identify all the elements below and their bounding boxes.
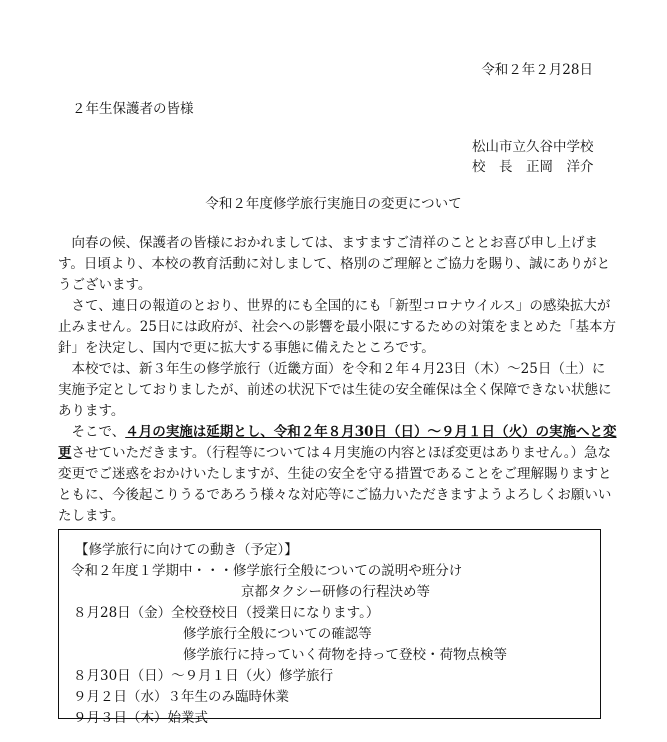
paragraph-change: [58, 422, 618, 527]
addressee: ２年生保護者の皆様: [72, 101, 194, 117]
schedule-item: 令和２年度１学期中・・・修学旅行全般についての説明や班分け: [71, 563, 463, 579]
school-name: 松山市立久谷中学校: [472, 139, 594, 155]
schedule-item: ９月３日（木）始業式: [73, 710, 208, 726]
letter-body: [58, 233, 618, 527]
schedule-item: ８月30日（日）～９月１日（火）修学旅行: [73, 668, 334, 684]
change-detail: させていただきます。（行程等については４月実施の内容とほぼ変更はありません。）急な変更でご迷惑をおかけいたしますが、生徒の安全を守る措置であることをご理解賜りますとともに、今後起こりうるであろう様々な対応等にご協力いただきますようよろしくお願いいたします。: [58, 445, 612, 524]
document-date: 令和２年２月28日: [481, 62, 593, 78]
document-title: 令和２年度修学旅行実施日の変更について: [205, 196, 462, 212]
schedule-box: [58, 529, 601, 726]
schedule-item: 京都タクシー研修の行程決め等: [241, 584, 430, 600]
change-highlight: ４月の実施は延期とし、令和２年８月30日（日）～９月１日（火）の実施へと変更: [58, 424, 617, 461]
paragraph-greeting: 向春の候、保護者の皆様におかれましては、ますますご清祥のこととお喜び申し上げます。日頃より、本校の教育活動に対しまして、格別のご理解とご協力を賜り、誠にありがとうございます。: [58, 235, 611, 293]
schedule-item: 修学旅行全般についての確認等: [183, 626, 372, 642]
schedule-item: ９月２日（水）３年生のみ臨時休業: [73, 689, 289, 705]
schedule-item: 修学旅行に持っていく荷物を持って登校・荷物点検等: [183, 647, 507, 663]
schedule-heading: 【修学旅行に向けての動き（予定）】: [75, 542, 298, 558]
sender-block: [472, 137, 594, 177]
change-intro: そこで、: [58, 424, 126, 440]
paragraph-original-plan: 本校では、新３年生の修学旅行（近畿方面）を令和２年４月23日（木）～25日（土）に実施予定としておりましたが、前述の状況下では生徒の安全確保は全く保障できない状態にあります。: [58, 361, 612, 419]
principal-name: 校 長 正岡 洋介: [472, 159, 594, 175]
schedule-item: ８月28日（金）全校登校日（授業日になります。）: [73, 605, 380, 621]
paragraph-covid: さて、連日の報道のとおり、世界的にも全国的にも「新型コロナウイルス」の感染拡大が止みません。25日には政府が、社会への影響を最小限にするための対策をまとめた「基本方針」を決定し、国内で更に拡大する事態に備えたところです。: [58, 298, 616, 356]
